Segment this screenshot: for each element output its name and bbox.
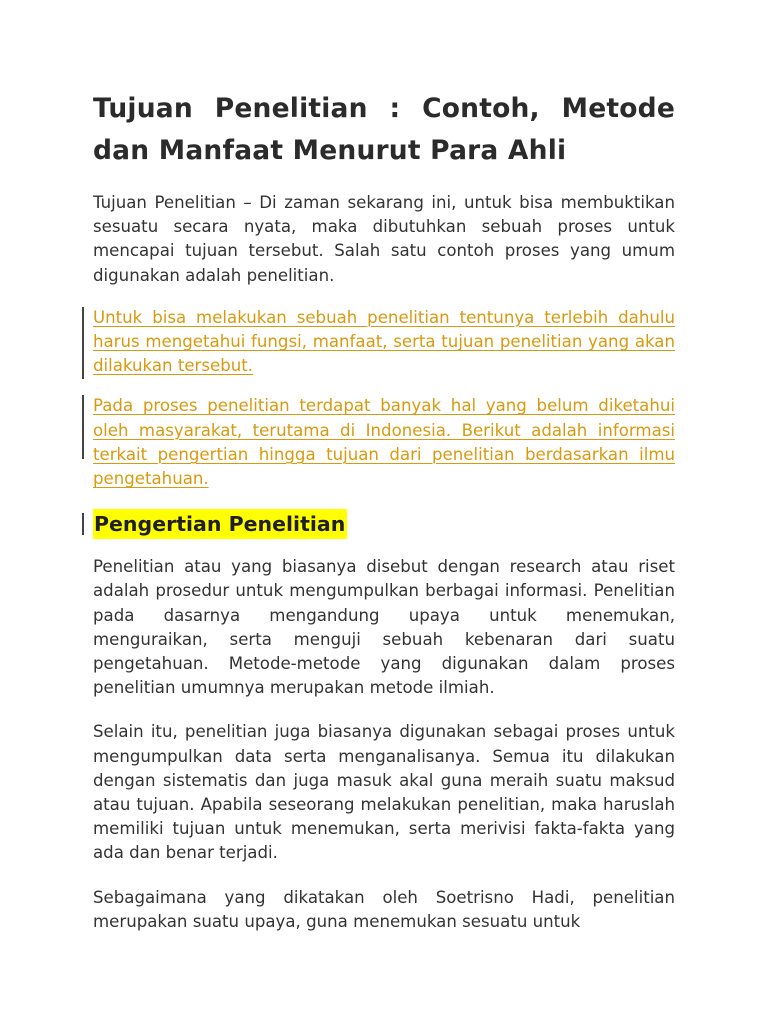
section-heading-block [93, 509, 675, 547]
intro-paragraph: Tujuan Penelitian – Di zaman sekarang ini, untuk bisa membuktikan sesuatu secara nyata, maka dibutuhkan sebuah proses untuk mencapai tujuan tersebut. Salah satu contoh proses yang umum digunakan adalah penelitian. [93, 193, 675, 285]
quote-block-1 [93, 306, 675, 379]
body-paragraph-2: Selain itu, penelitian juga biasanya digunakan sebagai proses untuk mengumpulkan data serta menganalisanya. Semua itu dilakukan dengan sistematis dan juga masuk akal guna meraih suatu maksud atau tujuan. Apabila seseorang melakukan penelitian, maka haruslah memiliki tujuan untuk menemukan, serta merivisi fakta-fakta yang ada dan benar terjadi. [93, 722, 675, 863]
quote-link-1[interactable]: Untuk bisa melakukan sebuah penelitian tentunya terlebih dahulu harus mengetahui fungsi, manfaat, serta tujuan penelitian yang akan dilakukan tersebut. [93, 307, 675, 376]
quote-bar [82, 395, 84, 459]
section-heading: Pengertian Penelitian [93, 509, 347, 539]
heading-bar [82, 513, 84, 535]
article-title: Tujuan Penelitian : Contoh, Metode dan Manfaat Menurut Para Ahli [93, 93, 675, 166]
quote-block-2 [93, 394, 675, 491]
quote-bar [82, 307, 84, 379]
body-paragraph-1: Penelitian atau yang biasanya disebut dengan research atau riset adalah prosedur untuk mengumpulkan berbagai informasi. Penelitian pada dasarnya mengandung upaya untuk menemukan, menguraikan, serta menguji sebuah kebenaran dari suatu pengetahuan. Metode-metode yang digunakan dalam proses penelitian umumnya merupakan metode ilmiah. [93, 557, 675, 698]
document-page [93, 88, 675, 934]
quote-link-2[interactable]: Pada proses penelitian terdapat banyak hal yang belum diketahui oleh masyarakat, terutama di Indonesia. Berikut adalah informasi terkait pengertian hingga tujuan dari penelitian berdasarkan ilmu pengetahuan. [93, 396, 675, 489]
body-paragraph-3: Sebagaimana yang dikatakan oleh Soetrisno Hadi, penelitian merupakan suatu upaya, guna menemukan sesuatu untuk [93, 887, 675, 931]
